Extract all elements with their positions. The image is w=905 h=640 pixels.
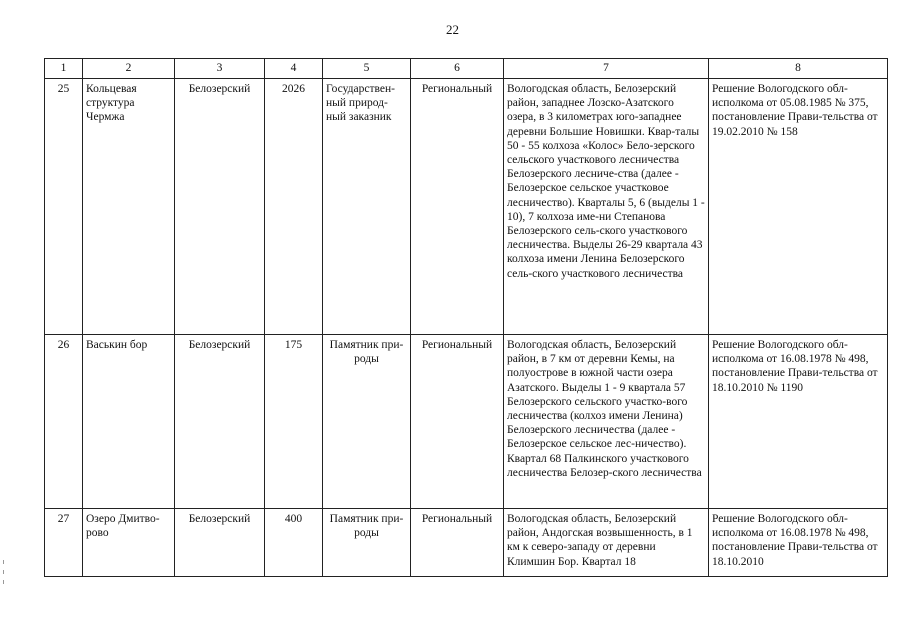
establishing-documents: Решение Вологодского обл-исполкома от 16.08.1978 № 498, постановление Прави-тельства от 18.10.2010 № 1190 bbox=[709, 335, 888, 509]
scan-edge-mark bbox=[3, 560, 4, 564]
column-number-row bbox=[45, 59, 888, 79]
column-header: 7 bbox=[504, 59, 709, 79]
area-name: Озеро Дмитво-рово bbox=[83, 509, 175, 577]
district: Белозерский bbox=[175, 509, 265, 577]
row-number: 25 bbox=[45, 79, 83, 335]
area-name: Васькин бор bbox=[83, 335, 175, 509]
significance: Региональный bbox=[411, 335, 504, 509]
row-number: 26 bbox=[45, 335, 83, 509]
area-name: Кольцевая структура Чермжа bbox=[83, 79, 175, 335]
scan-edge-mark bbox=[3, 580, 4, 584]
area-size: 175 bbox=[265, 335, 323, 509]
column-header: 5 bbox=[323, 59, 411, 79]
table-row bbox=[45, 509, 888, 577]
location-description: Вологодская область, Белозерский район, западнее Лозско-Азатского озера, в 3 километрах юго-западнее деревни Большие Новишки. Квар-талы 50 - 55 колхоза «Колос» Бело-зерского сельского участкового лесничества Белозерского лесниче-ства (далее - Белозерское сельское участковое лесничество). Кварталы 5, 6 (выделы 1 - 10), 7 колхоза име-ни Степанова Белозерского сель-ского участкового лесничества. Выделы 26-29 квартала 43 колхоза имени Ленина Белозерского сель-ского участкового лесничества bbox=[504, 79, 709, 335]
category: Памятник при-роды bbox=[323, 509, 411, 577]
district: Белозерский bbox=[175, 79, 265, 335]
area-size: 400 bbox=[265, 509, 323, 577]
district: Белозерский bbox=[175, 335, 265, 509]
significance: Региональный bbox=[411, 79, 504, 335]
category: Государствен-ный природ-ный заказник bbox=[323, 79, 411, 335]
category: Памятник при-роды bbox=[323, 335, 411, 509]
column-header: 2 bbox=[83, 59, 175, 79]
establishing-documents: Решение Вологодского обл-исполкома от 05.08.1985 № 375, постановление Прави-тельства от 19.02.2010 № 158 bbox=[709, 79, 888, 335]
location-description: Вологодская область, Белозерский район, в 7 км от деревни Кемы, на полуострове в южной части озера Азатского. Выделы 1 - 9 квартала 57 Белозерского сельского участко-вого лесничества (колхоз имени Ленина) Белозерского лесничества (далее - Белозерское сельское лес-ничество). Квартал 68 Палкинского участкового лесничества Белозер-ского лесничества bbox=[504, 335, 709, 509]
table-row bbox=[45, 79, 888, 335]
column-header: 8 bbox=[709, 59, 888, 79]
location-description: Вологодская область, Белозерский район, Андогская возвышенность, в 1 км к северо-западу от деревни Климшин Бор. Квартал 18 bbox=[504, 509, 709, 577]
significance: Региональный bbox=[411, 509, 504, 577]
column-header: 3 bbox=[175, 59, 265, 79]
page-number: 22 bbox=[446, 22, 459, 37]
column-header: 1 bbox=[45, 59, 83, 79]
protected-areas-table bbox=[44, 58, 888, 577]
area-size: 2026 bbox=[265, 79, 323, 335]
table-row bbox=[45, 335, 888, 509]
scan-edge-mark bbox=[3, 570, 4, 574]
column-header: 6 bbox=[411, 59, 504, 79]
establishing-documents: Решение Вологодского обл-исполкома от 16.08.1978 № 498, постановление Прави-тельства от 18.10.2010 bbox=[709, 509, 888, 577]
column-header: 4 bbox=[265, 59, 323, 79]
row-number: 27 bbox=[45, 509, 83, 577]
